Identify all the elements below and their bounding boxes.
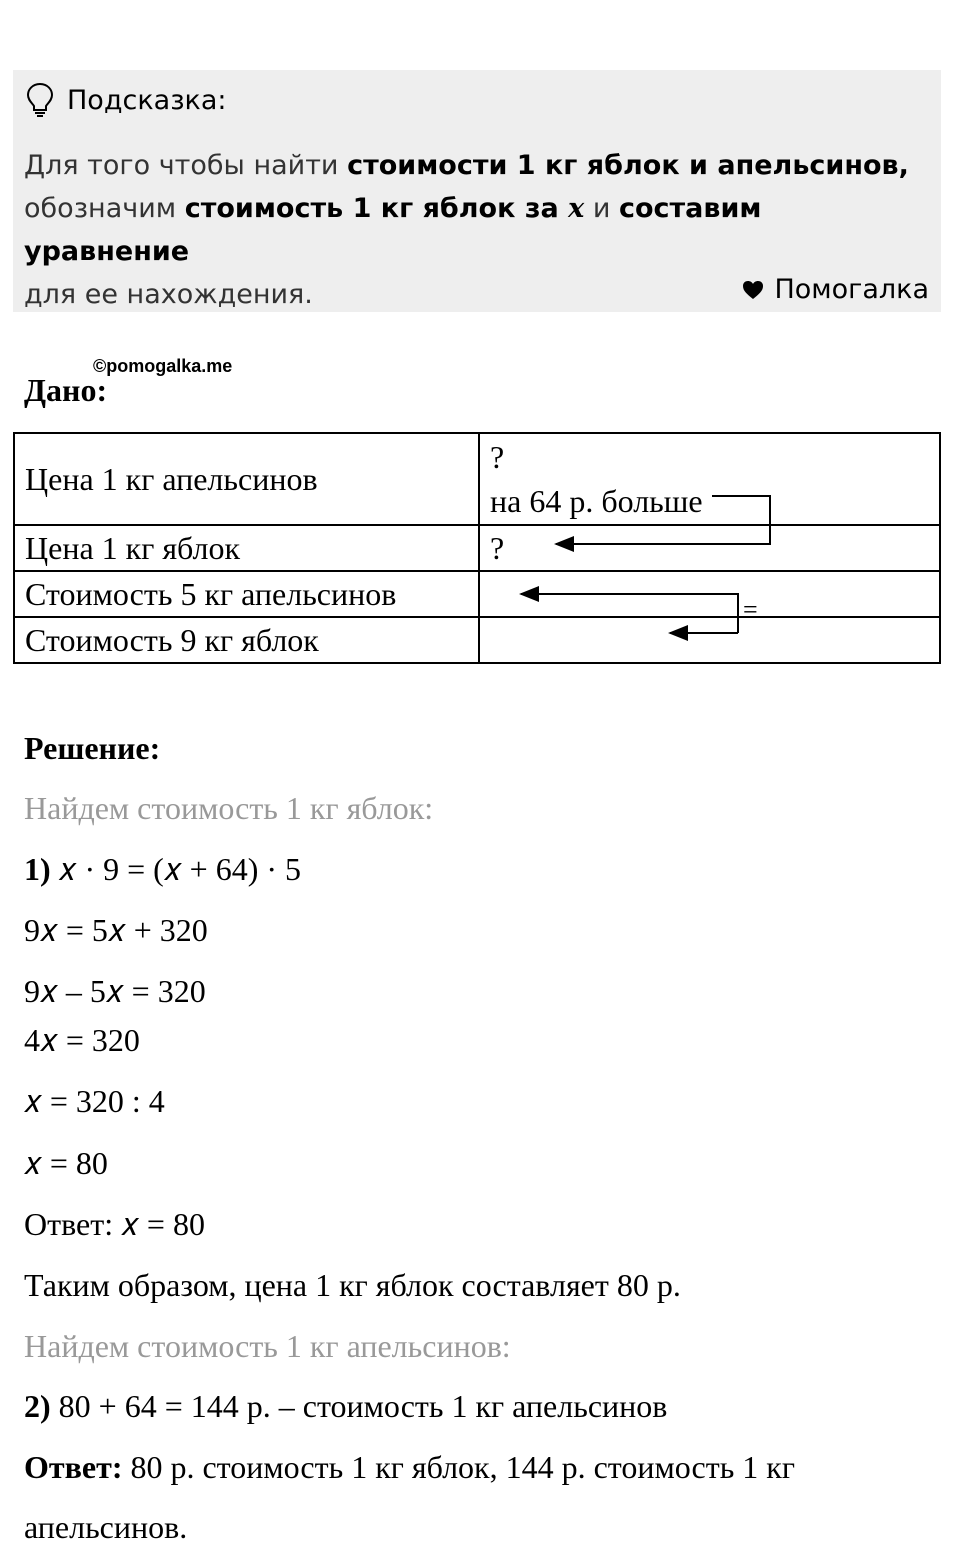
equation-text: 𝑥 · 9 = (𝑥 + 64) · 5 xyxy=(58,851,302,887)
equation-line: 9𝑥 – 5𝑥 = 320 xyxy=(24,973,206,1009)
hint-title: Подсказка: xyxy=(67,84,227,116)
final-answer xyxy=(24,1449,795,1486)
heart-icon xyxy=(742,280,764,300)
table-row xyxy=(14,617,940,663)
table-row xyxy=(14,433,940,525)
equation-line: 4𝑥 = 320 xyxy=(24,1022,140,1058)
answer-label: Ответ: xyxy=(24,1449,123,1485)
table-row xyxy=(14,525,940,571)
solution-title-text: Решение: xyxy=(24,730,161,766)
final-answer-cont: апельсинов. xyxy=(24,1509,188,1545)
table-cell-value xyxy=(479,617,940,663)
table-cell-value xyxy=(479,433,940,525)
step2-number: 2) xyxy=(24,1388,51,1424)
hint-text-2-bold-b: составим уравнение xyxy=(24,193,762,267)
hint-line-1 xyxy=(24,144,929,187)
given-title: Дано: xyxy=(24,372,108,408)
hint-text-1-bold: стоимости 1 кг яблок и апельсинов, xyxy=(347,150,909,181)
hint-text-2: обозначим xyxy=(24,193,185,224)
hint-line-2 xyxy=(24,187,929,273)
solution-title xyxy=(24,730,160,767)
equation-line: 9𝑥 = 5𝑥 + 320 xyxy=(24,912,208,948)
equation-line: 𝑥 = 80 xyxy=(24,1145,108,1181)
table-cell-label: Стоимость 5 кг апельсинов xyxy=(14,571,479,617)
hint-header xyxy=(25,80,227,120)
equal-sign: = xyxy=(743,595,758,624)
step1-heading: Найдем стоимость 1 кг яблок: xyxy=(24,790,434,826)
table-cell-label: Цена 1 кг апельсинов xyxy=(14,433,479,525)
hint-text-1: Для того чтобы найти xyxy=(24,150,348,181)
value-question: ? xyxy=(490,439,505,475)
watermark: ©pomogalka.me xyxy=(93,356,233,376)
hint-box xyxy=(13,70,941,312)
step2-heading: Найдем стоимость 1 кг апельсинов: xyxy=(24,1328,511,1364)
table-cell-value xyxy=(479,571,940,617)
equation-line xyxy=(24,851,301,889)
table-cell-label: Стоимость 9 кг яблок xyxy=(14,617,479,663)
step2-line xyxy=(24,1388,667,1425)
hint-text-2-mid: и xyxy=(584,193,619,224)
conclusion: Таким образом, цена 1 кг яблок составляет 80 р. xyxy=(24,1267,681,1303)
equation-answer: Ответ: 𝑥 = 80 xyxy=(24,1206,205,1242)
brand-text: Помогалка xyxy=(774,274,929,305)
hint-variable: x xyxy=(568,193,585,224)
step2-text: 80 + 64 = 144 р. – стоимость 1 кг апельсинов xyxy=(58,1388,668,1424)
answer-text: 80 р. стоимость 1 кг яблок, 144 р. стоимость 1 кг xyxy=(130,1449,795,1485)
hint-text-3: для ее нахождения. xyxy=(24,279,313,310)
table-cell-label: Цена 1 кг яблок xyxy=(14,525,479,571)
given-table xyxy=(13,432,941,664)
equation-line: 𝑥 = 320 : 4 xyxy=(24,1083,165,1119)
step1-number: 1) xyxy=(24,851,51,887)
brand-label xyxy=(742,274,929,305)
lightbulb-icon xyxy=(25,82,55,118)
table-row xyxy=(14,571,940,617)
hint-text-2-bold-a: стоимость 1 кг яблок за xyxy=(184,193,569,224)
value-more: на 64 р. больше xyxy=(490,483,703,519)
table-cell-value: ? xyxy=(479,525,940,571)
